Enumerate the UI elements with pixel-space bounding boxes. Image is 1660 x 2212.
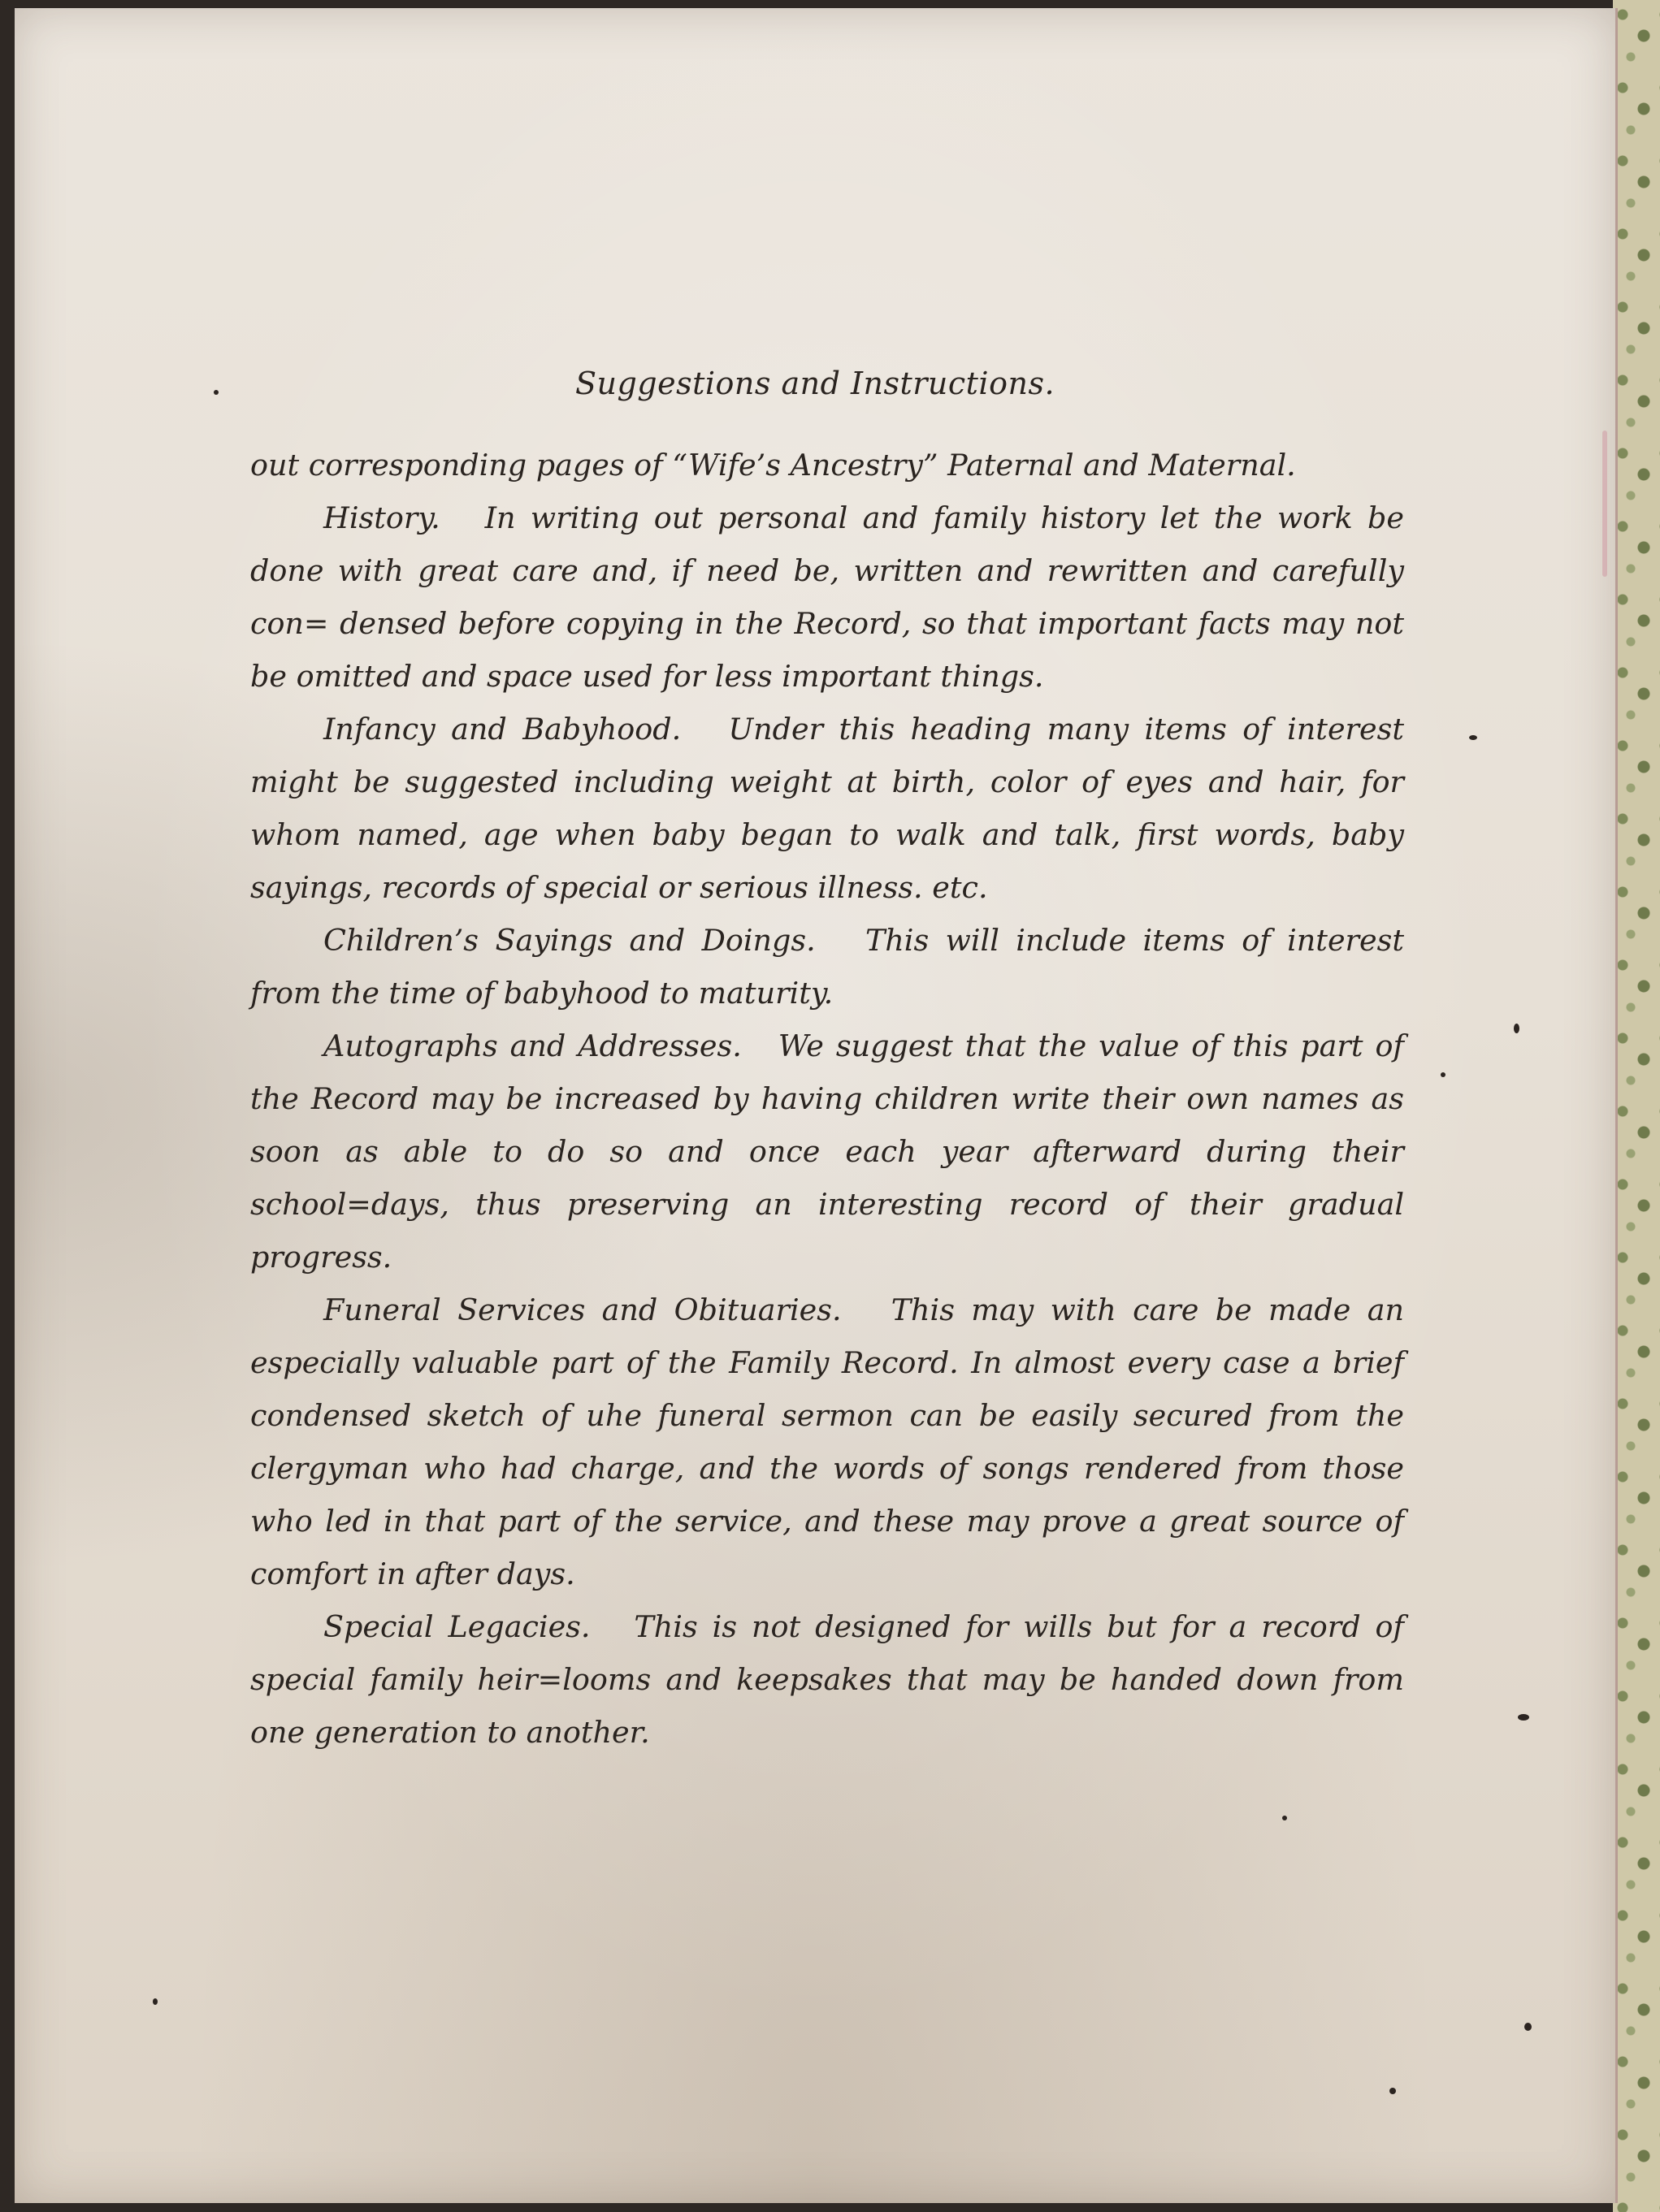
page-edge-stain bbox=[1602, 431, 1607, 577]
paragraph-infancy bbox=[250, 703, 1404, 914]
paragraph-lead: History. bbox=[323, 500, 440, 535]
paragraph-text: We suggest that the value of this part of the Record may be increased by having children write their own names as soon as able to do so and once each year afterward during their school=days, thus preserving an interesting record of their gradual progress. bbox=[250, 1028, 1405, 1275]
paragraph-history bbox=[250, 491, 1404, 703]
paragraph-lead: Autographs and Addresses. bbox=[323, 1028, 742, 1063]
speck-mark bbox=[1389, 2088, 1396, 2094]
paragraph-autographs bbox=[250, 1019, 1404, 1283]
speck-mark bbox=[1282, 1816, 1287, 1820]
paragraph-text: This may with care be made an especially valuable part of the Family Record. In almost every case a brief condensed sketch of uhe funeral sermon can be easily secured from the clergyman who had charge, and the words of songs rendered from those who led in that part of the service, and these may prove a great source of comfort in after days. bbox=[250, 1292, 1404, 1591]
speck-mark bbox=[153, 1998, 158, 2005]
paragraph-childrens-sayings bbox=[250, 914, 1404, 1019]
paragraph-text: In writing out personal and family history let the work be done with great care and, if need be, written and rewritten and carefully con= densed before copying in the Record, so that important facts may not be omitted and space used for less important things. bbox=[250, 500, 1405, 694]
page-heading: Suggestions and Instructions. bbox=[574, 366, 1055, 401]
speck-mark bbox=[1514, 1024, 1519, 1033]
endpaper-pattern bbox=[1613, 0, 1660, 2212]
paragraph-funeral bbox=[250, 1283, 1404, 1600]
speck-mark bbox=[1524, 2023, 1532, 2031]
paragraph-lead: Infancy and Babyhood. bbox=[323, 712, 682, 747]
paragraph-lead: Funeral Services and Obituaries. bbox=[323, 1292, 842, 1327]
paragraph-text: out corresponding pages of “Wife’s Ancestry” Paternal and Maternal. bbox=[250, 448, 1296, 483]
book-page bbox=[15, 8, 1618, 2203]
paragraph-text: This is not designed for wills but for a record of special family heir=looms and keepsakes that may be handed down from one generation to another. bbox=[250, 1609, 1405, 1750]
paragraph-lead: Special Legacies. bbox=[323, 1609, 591, 1644]
paragraph-lead: Children’s Sayings and Doings. bbox=[323, 923, 816, 958]
speck-mark bbox=[214, 390, 219, 395]
paragraph-continuation bbox=[250, 439, 1404, 491]
paragraph-text: Under this heading many items of interest might be suggested including weight at birth, color of eyes and hair, for whom named, age when baby began to walk and talk, first words, baby sayings, records of special or serious illness. etc. bbox=[250, 712, 1405, 905]
instructions-body bbox=[250, 439, 1404, 1759]
paragraph-text: This will include items of interest from the time of babyhood to maturity. bbox=[250, 923, 1404, 1011]
speck-mark bbox=[1469, 735, 1477, 740]
paragraph-legacies bbox=[250, 1600, 1404, 1759]
speck-mark bbox=[1441, 1072, 1445, 1077]
speck-mark bbox=[1518, 1714, 1529, 1721]
